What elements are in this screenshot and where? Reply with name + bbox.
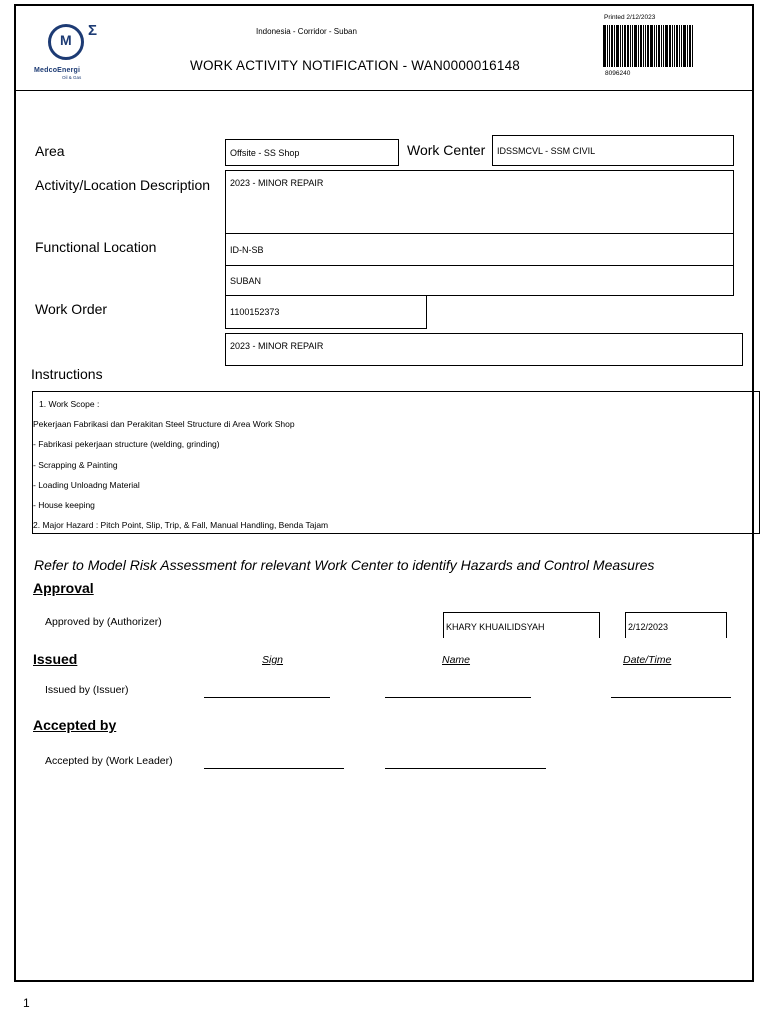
document-title: WORK ACTIVITY NOTIFICATION - WAN0000016148 xyxy=(190,58,520,73)
barcode-bar xyxy=(611,25,613,67)
barcode-bar xyxy=(607,25,608,67)
work-order-desc-field: 2023 - MINOR REPAIR xyxy=(225,333,743,366)
work-order-label: Work Order xyxy=(35,301,108,317)
datetime-column-header: Date/Time xyxy=(623,654,672,666)
logo-brand: MedcoEnergi xyxy=(34,67,81,74)
logo-sub: Oil & Gas xyxy=(62,75,82,80)
accepted-heading: Accepted by xyxy=(33,717,117,733)
barcode-bar xyxy=(645,25,646,67)
barcode-bar xyxy=(614,25,615,67)
barcode-bar xyxy=(665,25,668,67)
name-column-header: Name xyxy=(442,654,471,666)
barcode-bar xyxy=(681,25,682,67)
instruction-line: Pekerjaan Fabrikasi dan Perakitan Steel Structure di Area Work Shop xyxy=(33,419,295,429)
barcode-number: 8096240 xyxy=(605,70,631,77)
functional-location-name-field: SUBAN xyxy=(225,265,734,296)
risk-assessment-note: Refer to Model Risk Assessment for relevant Work Center to identify Hazards and Control Measures xyxy=(34,557,655,573)
work-order-field: 1100152373 xyxy=(225,295,427,329)
barcode-bar xyxy=(634,25,637,67)
area-field: Offsite - SS Shop xyxy=(225,139,399,166)
barcode-bar xyxy=(624,25,626,67)
header-location: Indonesia - Corridor - Suban xyxy=(256,27,357,36)
instruction-line: 2. Major Hazard : Pitch Point, Slip, Trip, & Fall, Manual Handling, Benda Tajam xyxy=(33,520,329,530)
issuer-date-line xyxy=(611,697,731,698)
barcode-bar xyxy=(683,25,686,67)
barcode-bar xyxy=(692,25,693,67)
instructions-box xyxy=(32,391,760,534)
barcode-bar xyxy=(630,25,631,67)
area-label: Area xyxy=(35,143,65,159)
barcode-bar xyxy=(627,25,629,67)
accepted-by-label: Accepted by (Work Leader) xyxy=(45,755,173,767)
functional-location-code-field: ID-N-SB xyxy=(225,233,734,266)
barcode-bar xyxy=(672,25,673,67)
printed-date: Printed 2/12/2023 xyxy=(604,14,656,21)
issuer-name-line xyxy=(385,697,531,698)
leader-name-line xyxy=(385,768,546,769)
barcode-bar xyxy=(654,25,655,67)
barcode-bar xyxy=(647,25,649,67)
work-center-label: Work Center xyxy=(407,142,486,158)
issued-heading: Issued xyxy=(33,651,78,667)
header-divider xyxy=(16,90,752,91)
issuer-sign-line xyxy=(204,697,330,698)
barcode-bar xyxy=(643,25,644,67)
instruction-line: - Fabrikasi pekerjaan structure (welding, grinding) xyxy=(33,439,220,449)
approver-date-field: 2/12/2023 xyxy=(625,612,727,638)
page-number: 1 xyxy=(23,996,30,1010)
activity-label: Activity/Location Description xyxy=(35,177,211,193)
barcode-bar xyxy=(603,25,606,67)
barcode-bar xyxy=(661,25,662,67)
barcode-bar xyxy=(669,25,671,67)
approved-by-label: Approved by (Authorizer) xyxy=(45,616,162,628)
barcode-bar xyxy=(689,25,691,67)
barcode-bar xyxy=(640,25,642,67)
functional-location-label: Functional Location xyxy=(35,239,157,255)
instructions-label: Instructions xyxy=(31,366,103,382)
activity-field: 2023 - MINOR REPAIR xyxy=(225,170,734,234)
instruction-line: - Scrapping & Painting xyxy=(33,460,118,470)
work-center-field: IDSSMCVL - SSM CIVIL xyxy=(492,135,734,166)
barcode-bar xyxy=(650,25,653,67)
barcode-bar xyxy=(687,25,688,67)
barcode-bar xyxy=(616,25,619,67)
barcode-icon xyxy=(603,25,698,67)
sign-column-header: Sign xyxy=(262,654,284,666)
instruction-line: - Loading Unloadng Material xyxy=(33,480,140,490)
logo-letter: M xyxy=(60,32,72,48)
barcode-bar xyxy=(622,25,623,67)
logo-sigma: Σ xyxy=(88,22,98,39)
barcode-bar xyxy=(679,25,680,67)
barcode-bar xyxy=(632,25,633,67)
barcode-bar xyxy=(638,25,639,67)
barcode-bar xyxy=(609,25,610,67)
issued-by-label: Issued by (Issuer) xyxy=(45,684,129,696)
barcode-bar xyxy=(658,25,660,67)
instruction-line: 1. Work Scope : xyxy=(39,399,100,409)
barcode-bar xyxy=(620,25,621,67)
barcode-bar xyxy=(656,25,657,67)
barcode-bar xyxy=(674,25,675,67)
barcode-bar xyxy=(663,25,664,67)
barcode-bar xyxy=(676,25,678,67)
leader-sign-line xyxy=(204,768,344,769)
approval-heading: Approval xyxy=(33,580,94,596)
instruction-line: - House keeping xyxy=(33,500,95,510)
approver-name-field: KHARY KHUAILIDSYAH xyxy=(443,612,600,638)
